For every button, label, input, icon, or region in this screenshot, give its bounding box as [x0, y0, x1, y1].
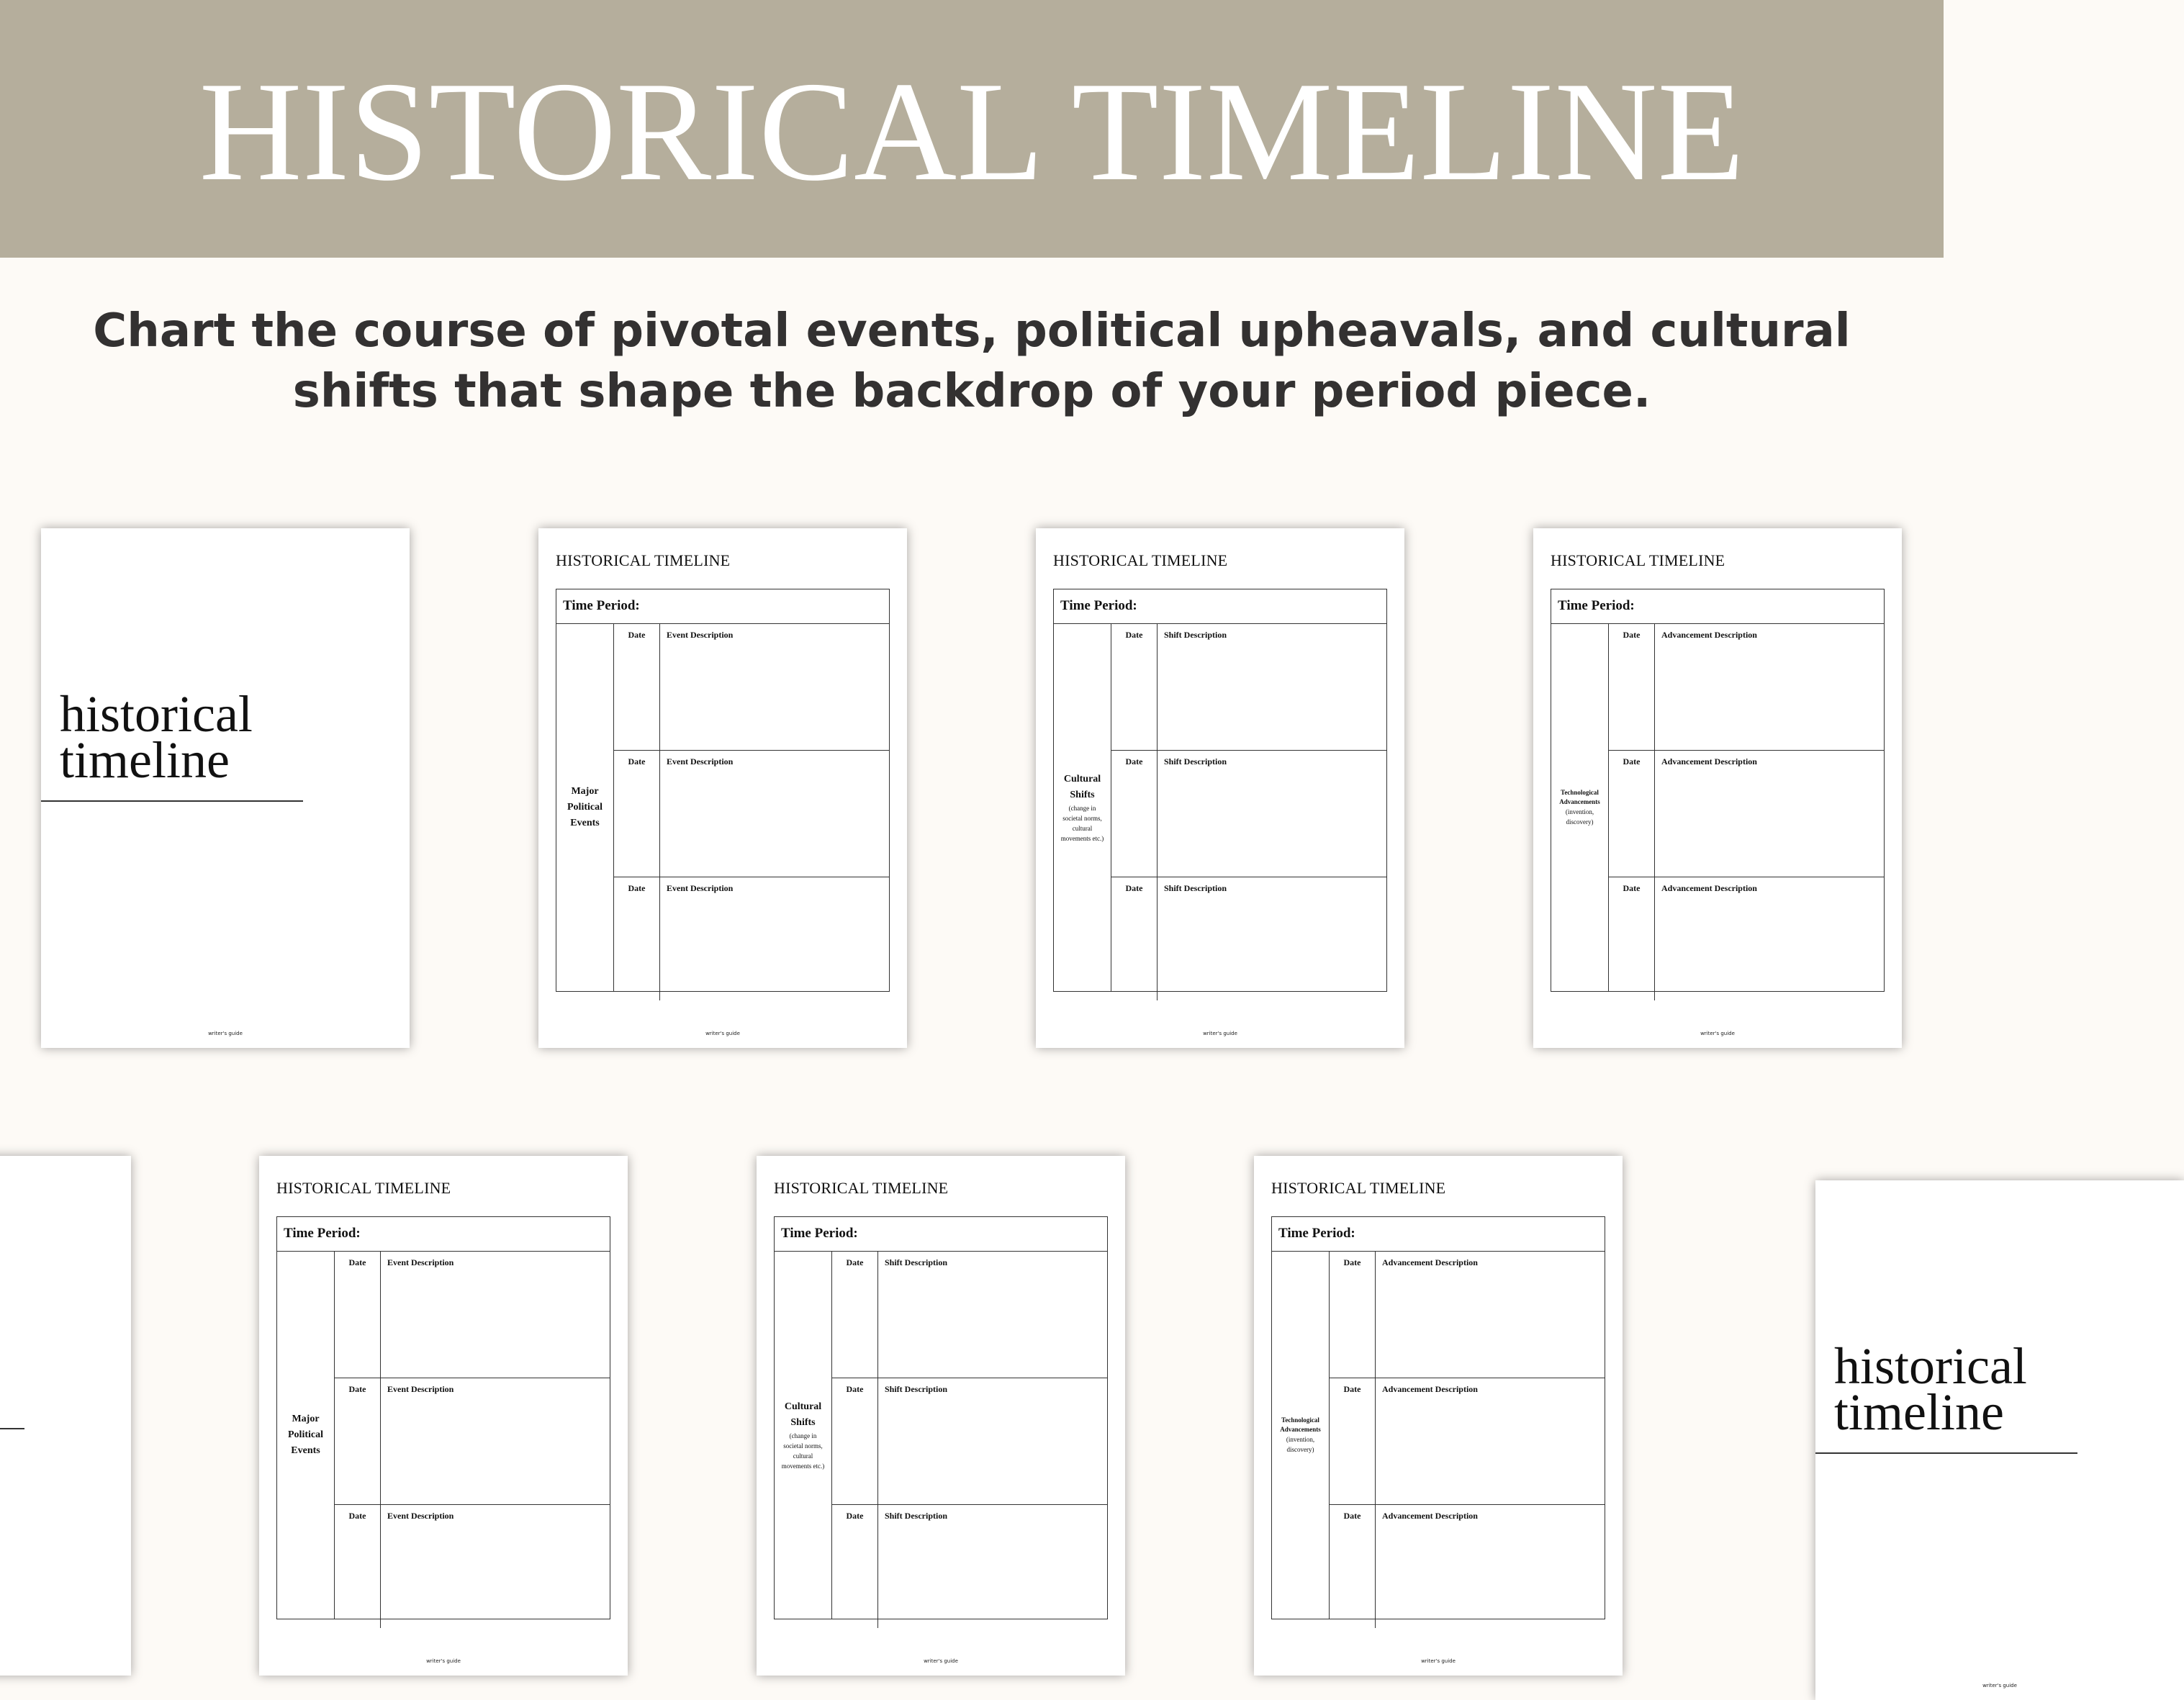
template-page-cultural: [1036, 528, 1404, 1048]
page-footer: writer's guide: [924, 1658, 958, 1664]
description-cell: Event Description: [387, 1257, 454, 1267]
description-cell: Shift Description: [885, 1257, 947, 1267]
date-cell: Date: [335, 1505, 381, 1628]
cover-underline: [1815, 1452, 2077, 1454]
description-cell: Advancement Description: [1382, 1511, 1478, 1521]
date-cell: Date: [335, 1252, 381, 1378]
table-row: [335, 1378, 610, 1505]
table-row: [1111, 877, 1386, 1000]
cover-title-line-2: timeline: [60, 731, 230, 789]
header-banner: [0, 0, 1944, 258]
page-title: HISTORICAL TIMELINE: [276, 1179, 451, 1197]
date-cell: Date: [1111, 751, 1158, 877]
date-cell: Date: [832, 1378, 878, 1504]
time-period-label: Time Period:: [775, 1217, 1107, 1252]
date-cell: Date: [1111, 624, 1158, 750]
description-cell: Event Description: [387, 1511, 454, 1521]
description-cell: Shift Description: [1164, 883, 1227, 893]
cover-title-line-2: timeline: [1834, 1383, 2004, 1441]
table-row: [1609, 624, 1884, 751]
timeline-table: [774, 1216, 1108, 1619]
category-title: Technological Advancements: [1559, 789, 1600, 805]
time-period-label: Time Period:: [1551, 589, 1884, 624]
category-column: [775, 1252, 832, 1619]
page-footer: writer's guide: [1421, 1658, 1456, 1664]
category-title: Major Political Events: [288, 1414, 323, 1456]
date-cell: Date: [614, 624, 660, 750]
page-title: HISTORICAL TIMELINE: [1551, 551, 1725, 569]
page-footer: writer's guide: [1700, 1031, 1735, 1036]
time-period-label: Time Period:: [1272, 1217, 1605, 1252]
date-cell: Date: [614, 751, 660, 877]
cover-underline: [0, 1428, 24, 1429]
cover-page: [41, 528, 410, 1048]
cover-underline: [41, 800, 303, 802]
page-footer: [0, 1658, 131, 1664]
cover-title: [1834, 1337, 2027, 1441]
date-cell: Date: [832, 1505, 878, 1628]
date-cell: Date: [1609, 624, 1655, 750]
cover-title: [60, 685, 253, 789]
page-footer: writer's guide: [426, 1658, 461, 1664]
entry-rows: [1111, 624, 1386, 991]
entry-rows: [335, 1252, 610, 1619]
cover-page: [0, 1156, 131, 1676]
timeline-table: [1271, 1216, 1605, 1619]
description-cell: Event Description: [667, 756, 734, 767]
entry-rows: [832, 1252, 1107, 1619]
entry-rows: [1330, 1252, 1605, 1619]
template-page-political: [538, 528, 907, 1048]
category-column: [1551, 624, 1609, 991]
page-footer: writer's guide: [705, 1031, 740, 1036]
description-cell: Shift Description: [885, 1511, 947, 1521]
page-footer: writer's guide: [208, 1031, 243, 1036]
table-row: [1609, 751, 1884, 877]
table-row: [1111, 624, 1386, 751]
table-row: [832, 1378, 1107, 1505]
page-title: HISTORICAL TIMELINE: [556, 551, 731, 569]
date-cell: Date: [1111, 877, 1158, 1000]
template-page-tech: [1533, 528, 1902, 1048]
page-title: HISTORICAL TIMELINE: [1053, 551, 1228, 569]
template-page-cultural: [757, 1156, 1125, 1676]
description-cell: Advancement Description: [1382, 1257, 1478, 1267]
category-column: [277, 1252, 335, 1619]
table-row: [335, 1505, 610, 1628]
description-cell: Advancement Description: [1661, 630, 1757, 640]
category-column: [556, 624, 614, 991]
time-period-label: Time Period:: [277, 1217, 610, 1252]
category-column: [1272, 1252, 1330, 1619]
description-cell: Event Description: [387, 1384, 454, 1394]
description-cell: Event Description: [667, 630, 734, 640]
table-row: [832, 1505, 1107, 1628]
description-cell: Event Description: [667, 883, 734, 893]
date-cell: Date: [1609, 877, 1655, 1000]
category-title: Cultural Shifts: [784, 1401, 822, 1428]
cover-page: [1815, 1180, 2184, 1700]
category-subtitle: (invention, discovery): [1286, 1436, 1315, 1453]
date-cell: Date: [335, 1378, 381, 1504]
category-subtitle: (change in societal norms, cultural movements etc.): [1060, 805, 1104, 842]
banner-title: HISTORICAL TIMELINE: [199, 53, 1745, 210]
table-row: [1330, 1378, 1605, 1505]
date-cell: Date: [1330, 1505, 1376, 1628]
table-row: [1330, 1505, 1605, 1628]
date-cell: Date: [1330, 1252, 1376, 1378]
template-page-tech: [1254, 1156, 1623, 1676]
category-title: Major Political Events: [567, 786, 603, 828]
table-row: [614, 624, 889, 751]
timeline-table: [276, 1216, 610, 1619]
cover-title-line-1: historical: [1834, 1337, 2027, 1395]
timeline-table: [556, 589, 890, 992]
table-row: [1111, 751, 1386, 877]
description-cell: Advancement Description: [1661, 883, 1757, 893]
subtitle: [0, 301, 1944, 422]
timeline-table: [1053, 589, 1387, 992]
entry-rows: [614, 624, 889, 991]
description-cell: Advancement Description: [1661, 756, 1757, 767]
date-cell: Date: [832, 1252, 878, 1378]
category-subtitle: (change in societal norms, cultural movements etc.): [781, 1432, 825, 1470]
category-title: Cultural Shifts: [1063, 774, 1101, 800]
date-cell: Date: [614, 877, 660, 1000]
table-row: [614, 751, 889, 877]
page-title: HISTORICAL TIMELINE: [1271, 1179, 1446, 1197]
table-row: [1330, 1252, 1605, 1378]
table-row: [1609, 877, 1884, 1000]
category-title: Technological Advancements: [1280, 1416, 1321, 1433]
description-cell: Shift Description: [1164, 756, 1227, 767]
time-period-label: Time Period:: [1054, 589, 1386, 624]
category-column: [1054, 624, 1111, 991]
description-cell: Shift Description: [885, 1384, 947, 1394]
entry-rows: [1609, 624, 1884, 991]
template-page-political: [259, 1156, 628, 1676]
category-subtitle: (invention, discovery): [1565, 808, 1594, 826]
page-footer: writer's guide: [1982, 1683, 2017, 1688]
table-row: [614, 877, 889, 1000]
date-cell: Date: [1330, 1378, 1376, 1504]
description-cell: Shift Description: [1164, 630, 1227, 640]
description-cell: Advancement Description: [1382, 1384, 1478, 1394]
page-footer: writer's guide: [1203, 1031, 1237, 1036]
page-title: HISTORICAL TIMELINE: [774, 1179, 949, 1197]
timeline-table: [1551, 589, 1885, 992]
subtitle-line-2: shifts that shape the backdrop of your period piece.: [292, 365, 1651, 418]
cover-title-line-1: historical: [60, 685, 253, 743]
date-cell: Date: [1609, 751, 1655, 877]
subtitle-line-1: Chart the course of pivotal events, political upheavals, and cultural: [93, 304, 1851, 358]
time-period-label: Time Period:: [556, 589, 889, 624]
table-row: [832, 1252, 1107, 1378]
table-row: [335, 1252, 610, 1378]
